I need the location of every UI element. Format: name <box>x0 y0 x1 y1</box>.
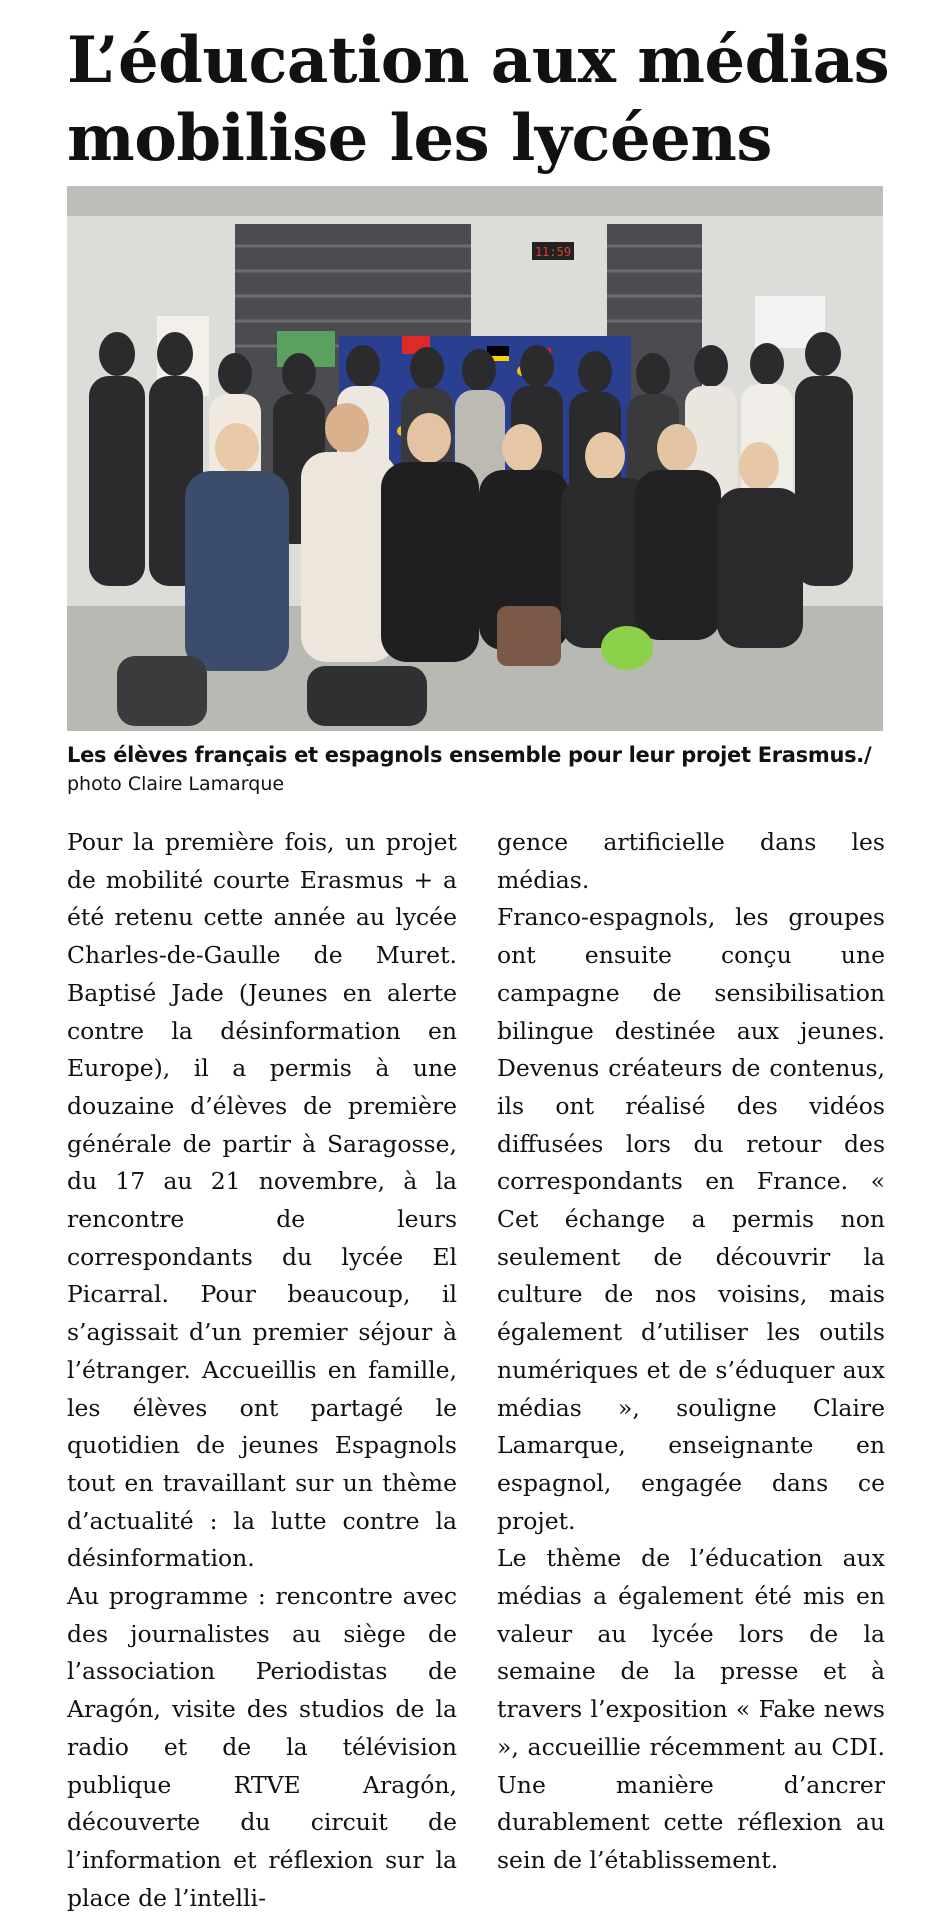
photo-caption: Les élèves français et espagnols ensemble pour leur projet Erasmus./ <box>67 743 872 767</box>
group-photo-illustration <box>67 186 883 731</box>
photo-credit: photo Claire Lamarque <box>67 773 285 795</box>
article-column-right <box>497 824 885 1880</box>
body-paragraph: gence artificielle dans les médias. <box>497 828 885 894</box>
body-paragraph: Le thème de l’éducation aux médias a également été mis en valeur au lycée lors de la semaine de la presse et à travers l’exposition « Fake news », accueillie récemment au CDI. Une manière d’ancrer durablement cette réflexion au sein de l’établissement. <box>497 1544 885 1874</box>
headline <box>67 22 927 178</box>
photo-caption-block <box>67 741 927 799</box>
headline-line-2: mobilise les lycéens <box>67 101 772 176</box>
clock-readout: 11:59 <box>534 245 572 259</box>
body-paragraph: Franco-espagnols, les groupes ont ensuite conçu une campagne de sensibilisation bilingue destinée aux jeunes. Devenus créateurs de contenus, ils ont réalisé des vidéos diffusées lors du retour des correspondants en France. « Cet échange a permis non seulement de découvrir la culture de nos voisins, mais également d’utiliser les outils numériques et de s’éduquer aux médias », souligne Claire Lamarque, enseignante en espagnol, engagée dans ce projet. <box>497 903 885 1535</box>
group-photo <box>67 186 883 731</box>
body-paragraph: Pour la première fois, un projet de mobilité courte Erasmus + a été retenu cette année au lycée Charles-de-Gaulle de Muret. Baptisé Jade (Jeunes en alerte contre la désinformation en Europe), il a permis à une douzaine d’élèves de première générale de partir à Saragosse, du 17 au 21 novembre, à la rencontre de leurs correspondants du lycée El Picarral. Pour beaucoup, il s’agissait d’un premier séjour à l’étranger. Accueillis en famille, les élèves ont partagé le quotidien de jeunes Espagnols tout en travaillant sur un thème d’actualité : la lutte contre la désinformation. <box>67 828 457 1573</box>
article-column-left <box>67 824 457 1917</box>
headline-line-1: L’éducation aux médias <box>67 23 890 98</box>
body-paragraph: Au programme : rencontre avec des journalistes au siège de l’association Periodistas de Aragón, visite des studios de la radio et de la télévision publique RTVE Aragón, découverte du circuit de l’information et réflexion sur la place de l’intelli- <box>67 1582 457 1912</box>
